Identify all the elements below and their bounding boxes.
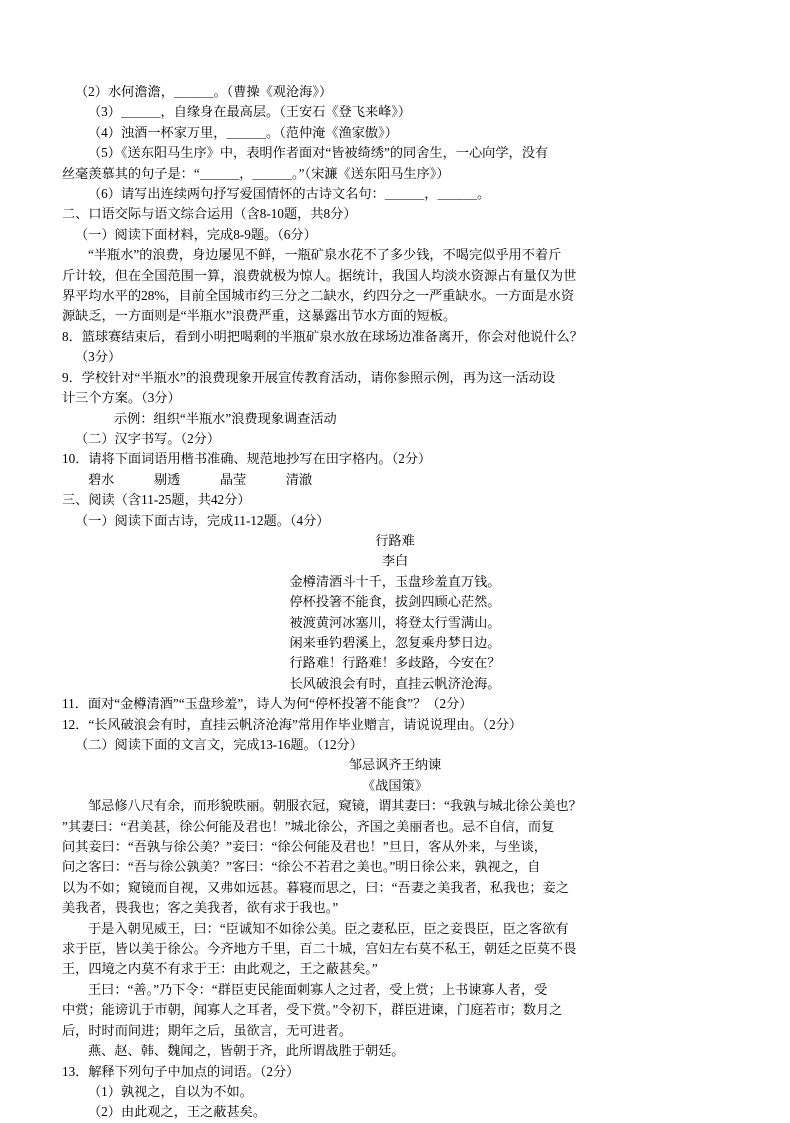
question-10: 10．请将下面词语用楷书准确、规范地抄写在田字格内。（2分） bbox=[62, 451, 432, 467]
classical-paragraph bbox=[62, 980, 728, 1041]
blank-item: （5）《送东阳马生序》中，表明作者面对“皆被绮绣”的同舍生，一心向学，没有 bbox=[88, 145, 549, 161]
classical-line: 邹忌修八尺有余，而形貌昳丽。朝服衣冠，窥镜，谓其妻曰：“我孰与城北徐公美也？ bbox=[88, 798, 582, 814]
section-three-part-two-title: （二）阅读下面的文言文，完成13-16题。（12分） bbox=[75, 737, 363, 752]
question-13-item: （1）孰视之，自以为不如。 bbox=[88, 1083, 253, 1099]
blank-item: （2）水何澹澹，＿＿＿。（曹操《观沧海》） bbox=[75, 84, 333, 99]
classical-title: 邹忌讽齐王纳谏 bbox=[348, 757, 442, 773]
poem-line: 行路难！行路难！多歧路，今安在？ bbox=[289, 655, 501, 671]
question-13-item: （2）由此观之，王之蔽甚矣。 bbox=[88, 1104, 267, 1120]
section-three-title: 三、阅读（含11-25题，共42分） bbox=[62, 492, 251, 508]
blank-item: （3）＿＿＿，自缘身在最高层。（王安石《登飞来峰》） bbox=[88, 104, 412, 120]
classical-line: 美我者，畏我也；客之美我者，欲有求于我也。” bbox=[62, 900, 339, 916]
question-10-words: 碧水 剔透 晶莹 清澈 bbox=[88, 471, 313, 487]
classical-line: ”其妻曰：“君美甚，徐公何能及君也！”城北徐公，齐国之美丽者也。忌不自信，而复 bbox=[62, 818, 555, 834]
classical-line: 王，四境之内莫不有求于王：由此观之，王之蔽甚矣。” bbox=[62, 961, 378, 977]
classical-line: 问其妾曰：“吾孰与徐公美？”妾曰：“徐公何能及君也！”旦日，客从外来，与坐谈， bbox=[62, 839, 547, 855]
section-two-part-one-title: （一）阅读下面材料，完成8-9题。（6分） bbox=[75, 226, 317, 242]
classical-line: 后，时时而间进；期年之后，虽欲言，无可进者。 bbox=[62, 1022, 353, 1038]
material-line: 源缺乏，一方面则是“半瓶水”浪费严重，这暴露出节水方面的短板。 bbox=[62, 308, 457, 324]
poem-line: 长风破浪会有时，直挂云帆济沧海。 bbox=[289, 675, 501, 691]
material-line: 斤计较，但在全国范围一算，浪费就极为惊人。据统计，我国人均淡水资源占有量仅为世 bbox=[62, 267, 577, 283]
section-two-title: 二、口语交际与语文综合运用（含8-10题，共8分） bbox=[62, 206, 357, 222]
poem-line: 停杯投箸不能食，拔剑四顾心茫然。 bbox=[289, 594, 501, 610]
classical-paragraph bbox=[62, 1041, 728, 1061]
section-two-part-two-title: （二）汉字书写。（2分） bbox=[75, 430, 221, 446]
blank-item: （4）浊酒一杯家万里，＿＿＿。（范仲淹《渔家傲》） bbox=[88, 124, 398, 140]
classical-line: 中赏；能谤讥于市朝，闻寡人之耳者，受下赏。”令初下，群臣进谏，门庭若市；数月之 bbox=[62, 1002, 563, 1018]
question-11: 11．面对“金樽清酒”“玉盘珍羞”，诗人为何“停杯投箸不能食”？（2分） bbox=[62, 696, 473, 712]
classical-paragraph bbox=[62, 796, 728, 918]
question-8 bbox=[62, 327, 728, 368]
material-line: “半瓶水”的浪费，身边屡见不鲜，一瓶矿泉水花不了多少钱，不喝完似乎用不着斤 bbox=[88, 247, 562, 263]
poem-line: 闲来垂钓碧溪上，忽复乘舟梦日边。 bbox=[289, 634, 501, 650]
fill-in-blank-items bbox=[62, 82, 728, 204]
classical-chinese-text bbox=[62, 755, 728, 1061]
classical-line: 于是入朝见威王，曰：“臣诚知不如徐公美。臣之妻私臣，臣之妾畏臣，臣之客欲有 bbox=[88, 920, 569, 936]
section-three-part-one-title: （一）阅读下面古诗，完成11-12题。（4分） bbox=[75, 512, 330, 528]
poem-author: 李白 bbox=[381, 553, 409, 569]
material-line: 界平均水平的28%，目前全国城市约三分之二缺水，约四分之一严重缺水。一方面是水资 bbox=[62, 288, 575, 304]
poem-line: 金樽清酒斗十千，玉盘珍羞直万钱。 bbox=[289, 573, 501, 589]
classical-line: 问之客曰：“吾与徐公孰美？”客曰：“徐公不若君之美也。”明日徐公来，孰视之，自 bbox=[62, 859, 541, 875]
question-9 bbox=[62, 368, 728, 429]
classical-source: 《战国策》 bbox=[362, 777, 428, 793]
question-9-example: 示例：组织“半瓶水”浪费现象调查活动 bbox=[114, 410, 337, 426]
poem-title: 行路难 bbox=[375, 532, 415, 548]
question-8-line: 8．篮球赛结束后，看到小明把喝剩的半瓶矿泉水放在球场边准备离开，你会对他说什么？ bbox=[62, 328, 583, 344]
poem-line: 被渡黄河冰塞川，将登太行雪满山。 bbox=[289, 614, 501, 630]
classical-paragraph bbox=[62, 919, 728, 980]
question-9-line: 9．学校针对“半瓶水”的浪费现象开展宣传教育活动，请你参照示例，再为这一活动设 bbox=[62, 369, 556, 385]
question-9-line: 计三个方案。（3分） bbox=[62, 390, 181, 406]
question-13: 13．解释下列句子中加点的词语。（2分） bbox=[62, 1063, 300, 1079]
classical-line: 以为不如；窥镜而自视，又弗如远甚。暮寝而思之，曰：“吾妻之美我者，私我也；妾之 bbox=[62, 879, 569, 895]
question-8-line: （3分） bbox=[75, 349, 122, 365]
blank-item-cont: 丝毫羡慕其的句子是：“＿＿＿，＿＿＿。”（宋濂《送东阳马生序》） bbox=[62, 165, 450, 181]
question-12: 12．“长风破浪会有时，直挂云帆济沧海”常用作毕业赠言，请说说理由。（2分） bbox=[62, 716, 523, 732]
reading-material bbox=[62, 245, 728, 327]
blank-item: （6）请写出连续两句抒写爱国情怀的古诗文名句：＿＿＿，＿＿＿。 bbox=[88, 186, 491, 202]
classical-line: 王曰：“善。”乃下令：“群臣吏民能面刺寡人之过者，受上赏；上书谏寡人者，受 bbox=[88, 981, 548, 997]
ancient-poem bbox=[62, 531, 728, 694]
classical-line: 求于臣，皆以美于徐公。今齐地方千里，百二十城，宫妇左右莫不私王，朝廷之臣莫不畏 bbox=[62, 941, 577, 957]
classical-line: 燕、赵、韩、魏闻之，皆朝于齐，此所谓战胜于朝廷。 bbox=[88, 1043, 405, 1059]
